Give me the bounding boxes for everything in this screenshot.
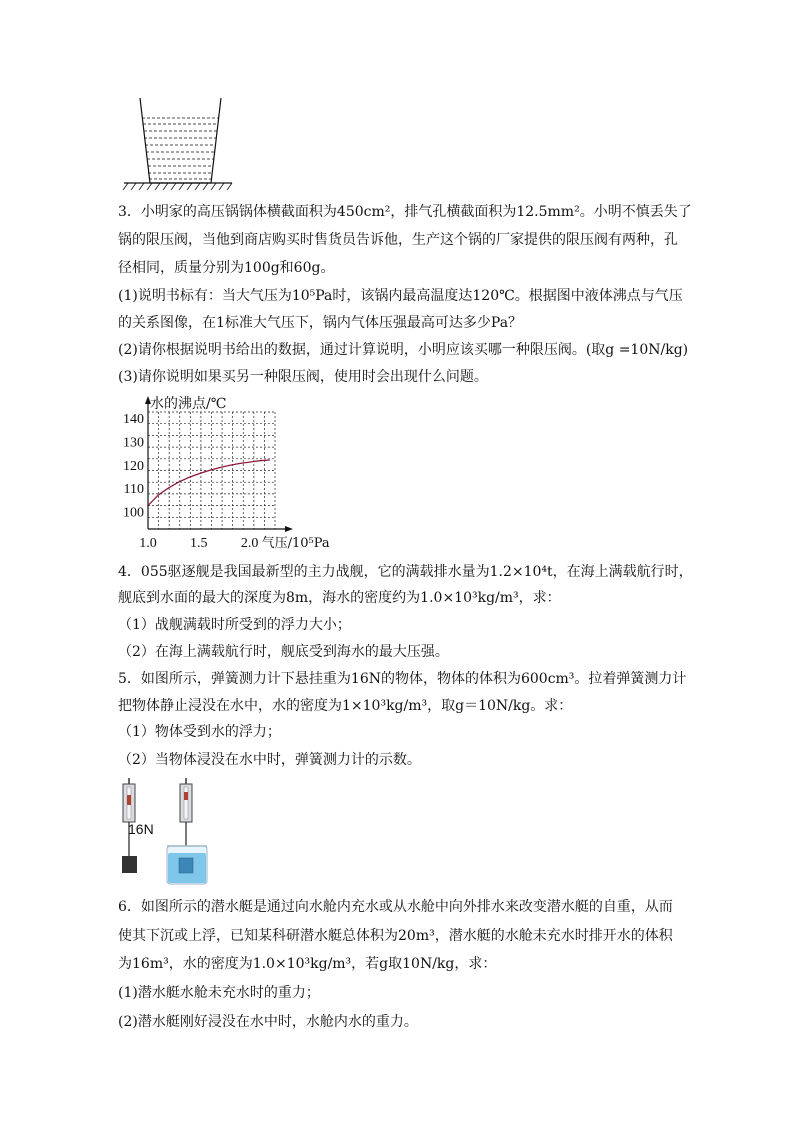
x-tick-label: 2.0 bbox=[240, 536, 259, 551]
q5-line-2: 把物体静止浸没在水中，水的密度为1×10³kg/m³，取g＝10N/kg。求： bbox=[118, 698, 573, 714]
y-tick-label: 120 bbox=[123, 458, 144, 474]
q4-line-1: 4．055驱逐舰是我国最新型的主力战舰，它的满载排水量为1.2×10⁴t，在海上满载航行时， bbox=[118, 564, 693, 580]
x-tick-label: 1.0 bbox=[139, 536, 157, 551]
y-tick-label: 110 bbox=[123, 482, 144, 498]
q3-part-2: (2)请你根据说明书给出的数据，通过计算说明，小明应该买哪一种限压阀。(取g =10N/kg) bbox=[118, 342, 689, 358]
q5-part-1: （1）物体受到水的浮力； bbox=[118, 724, 281, 740]
y-axis-label: 水的沸点/℃ bbox=[150, 396, 227, 412]
q3-part-1a: (1)说明书标有：当大气压为10⁵Pa时，该锅内最高温度达120℃。根据图中液体沸点与气压 bbox=[118, 288, 683, 304]
y-tick-label: 140 bbox=[123, 412, 144, 428]
series-line bbox=[148, 460, 270, 506]
q6-line-3: 为16m³，水的密度为1.0×10³kg/m³，若g取10N/kg，求： bbox=[118, 956, 497, 972]
y-tick-label: 130 bbox=[123, 435, 144, 451]
x-tick-label: 1.5 bbox=[190, 536, 208, 551]
q3-part-3: (3)请你说明如果买另一种限压阀，使用时会出现什么问题。 bbox=[118, 369, 488, 385]
q6-line-1: 6．如图所示的潜水艇是通过向水舱内充水或从水舱中向外排水来改变潜水艇的自重，从而 bbox=[118, 899, 673, 915]
x-axis-arrow bbox=[285, 526, 293, 532]
q4-line-2: 舰底到水面的最大的深度为8m，海水的密度约为1.0×10³kg/m³，求： bbox=[118, 590, 561, 606]
q6-line-2: 使其下沉或上浮，已知某科研潜水艇总体积为20m³，潜水艇的水舱未充水时排开水的体积 bbox=[118, 928, 673, 944]
q4-part-1: （1）战舰满载时所受到的浮力大小； bbox=[118, 617, 351, 633]
q6-part-1: (1)潜水艇水舱未充水时的重力； bbox=[118, 985, 320, 1001]
container-figure bbox=[120, 96, 240, 194]
y-tick-label: 100 bbox=[123, 505, 144, 521]
q3-line-1: 3．小明家的高压锅锅体横截面积为450cm²，排气孔横截面积为12.5mm²。小明不慎丢失了 bbox=[118, 204, 692, 220]
boiling-point-chart bbox=[110, 392, 370, 552]
spring-scale-figure bbox=[115, 778, 225, 890]
weight-label: 16N bbox=[128, 821, 154, 837]
q5-part-2: （2）当物体浸没在水中时，弹簧测力计的示数。 bbox=[118, 752, 421, 768]
q3-part-1b: 的关系图像，在1标准大气压下，锅内气体压强最高可达多少Pa？ bbox=[118, 315, 523, 331]
beaker-icon bbox=[167, 846, 207, 884]
q3-line-3: 径相同，质量分别为100g和60g。 bbox=[118, 260, 335, 276]
x-axis-label: 气压/10⁵Pa bbox=[261, 536, 330, 551]
q4-part-2: （2）在海上满载航行时，舰底受到海水的最大压强。 bbox=[118, 644, 449, 660]
q6-part-2: (2)潜水艇刚好浸没在水中时，水舱内水的重力。 bbox=[118, 1014, 418, 1030]
q3-line-2: 锅的限压阀，当他到商店购买时售货员告诉他，生产这个锅的厂家提供的限压阀有两种，孔 bbox=[118, 232, 678, 248]
q5-line-1: 5．如图所示，弹簧测力计下悬挂重为16N的物体，物体的体积为600cm³。拉着弹簧测力计 bbox=[118, 671, 687, 687]
